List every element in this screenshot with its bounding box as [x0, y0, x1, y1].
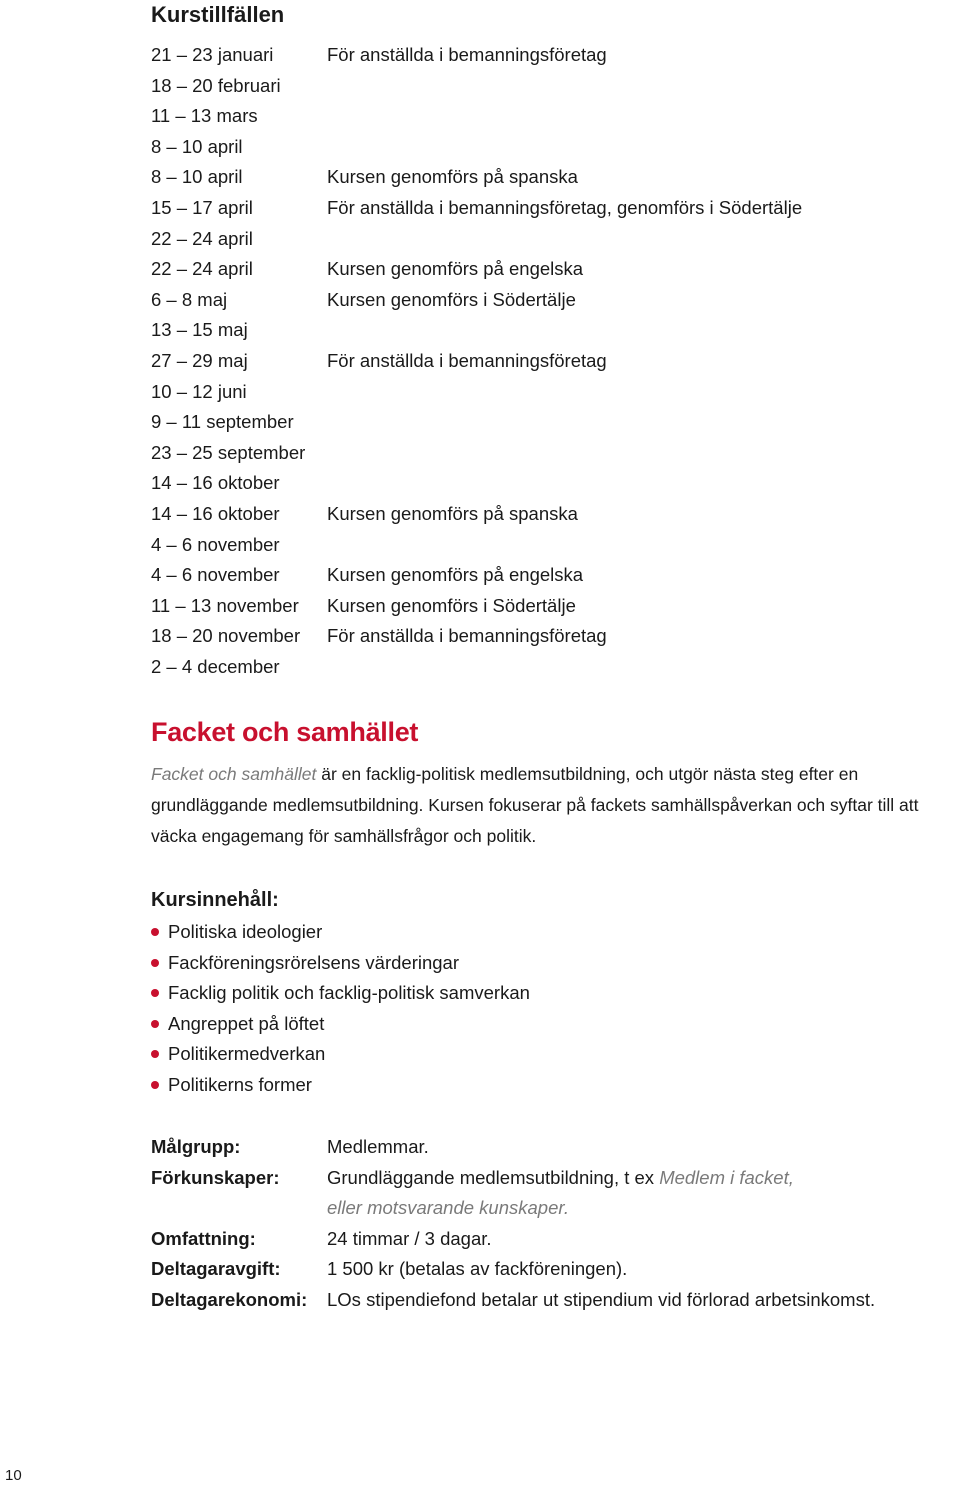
- fact-row-malgrupp: [151, 1132, 951, 1163]
- fact-label: Målgrupp:: [151, 1136, 241, 1157]
- schedule-date: 4 – 6 november: [151, 533, 280, 555]
- content-list-item-label: Politikermedverkan: [168, 1043, 326, 1065]
- schedule-row: [151, 193, 951, 224]
- bullet-dot-icon: [151, 989, 159, 997]
- schedule-note: Kursen genomförs i Södertälje: [327, 594, 576, 616]
- schedule-date: 13 – 15 maj: [151, 319, 248, 341]
- schedule-note: För anställda i bemanningsföretag: [327, 349, 607, 371]
- content-list-item: [151, 1039, 530, 1070]
- heading-kurstillfallen: Kurstillfällen: [151, 2, 285, 27]
- schedule-note: För anställda i bemanningsföretag: [327, 44, 607, 65]
- schedule-date: 22 – 24 april: [151, 258, 253, 280]
- intro-paragraph: [151, 759, 959, 852]
- fact-label: Omfattning:: [151, 1227, 256, 1249]
- facts-table: [151, 1132, 951, 1316]
- content-list-item: [151, 978, 530, 1009]
- content-list-item-label: Facklig politik och facklig-politisk samverkan: [168, 982, 530, 1004]
- fact-row-omfattning: [151, 1224, 951, 1255]
- schedule-date: 14 – 16 oktober: [151, 502, 280, 524]
- schedule-date: 6 – 8 maj: [151, 288, 228, 310]
- schedule-row: [151, 315, 951, 346]
- schedule-note: Kursen genomförs på spanska: [327, 502, 578, 524]
- content-list: [151, 917, 530, 1101]
- schedule-note: För anställda i bemanningsföretag, genomförs i Södertälje: [327, 196, 803, 218]
- schedule-row: [151, 224, 951, 255]
- schedule-list: [151, 40, 951, 682]
- intro-text: är en facklig-politisk medlemsutbildning, och utgör nästa steg efter en grundläggande medlemsutbildning. Kursen fokuserar på fackets samhällspåverkan och syftar till att väcka engagemang för samhällsfrågor och politik.: [151, 764, 919, 846]
- content-list-item: [151, 1009, 530, 1040]
- content-list-item: [151, 1070, 530, 1101]
- schedule-row: [151, 71, 951, 102]
- heading-kursinnehall: Kursinnehåll:: [151, 889, 279, 911]
- content-list-item-label: Politikerns former: [168, 1073, 312, 1095]
- schedule-date: 15 – 17 april: [151, 196, 253, 218]
- schedule-date: 11 – 13 november: [151, 594, 299, 616]
- schedule-row: [151, 101, 951, 132]
- schedule-row: [151, 530, 951, 561]
- schedule-date: 9 – 11 september: [151, 411, 294, 433]
- content-list-item-label: Angreppet på löftet: [168, 1012, 325, 1034]
- schedule-date: 23 – 25 september: [151, 441, 306, 463]
- schedule-row: [151, 407, 951, 438]
- fact-row-forkunskaper: [151, 1163, 951, 1224]
- schedule-note: Kursen genomförs i Södertälje: [327, 288, 576, 310]
- content-list-item: [151, 917, 530, 948]
- schedule-date: 14 – 16 oktober: [151, 472, 280, 494]
- schedule-date: 4 – 6 november: [151, 564, 280, 586]
- schedule-note: För anställda i bemanningsföretag: [327, 625, 607, 647]
- bullet-dot-icon: [151, 1020, 159, 1028]
- content-list-item-label: Fackföreningsrörelsens värderingar: [168, 951, 459, 973]
- schedule-date: 22 – 24 april: [151, 227, 253, 249]
- schedule-row: [151, 438, 951, 469]
- schedule-note: Kursen genomförs på engelska: [327, 564, 584, 586]
- heading-facket-och-samhallet: Facket och samhället: [151, 717, 419, 747]
- schedule-date: 27 – 29 maj: [151, 349, 248, 371]
- schedule-row: [151, 285, 951, 316]
- bullet-dot-icon: [151, 959, 159, 967]
- fact-value-line2: eller motsvarande kunskaper.: [327, 1197, 569, 1219]
- fact-value-course-name: Medlem i facket,: [659, 1166, 794, 1188]
- schedule-date: 2 – 4 december: [151, 655, 280, 677]
- bullet-dot-icon: [151, 1050, 159, 1058]
- schedule-row: [151, 591, 951, 622]
- fact-value: [327, 1163, 951, 1194]
- schedule-date: 21 – 23 januari: [151, 44, 274, 65]
- schedule-note: Kursen genomförs på spanska: [327, 166, 578, 188]
- schedule-date: 18 – 20 november: [151, 625, 301, 647]
- schedule-note: Kursen genomförs på engelska: [327, 258, 584, 280]
- schedule-row: [151, 560, 951, 591]
- schedule-date: 11 – 13 mars: [151, 105, 258, 127]
- fact-value-text: Grundläggande medlemsutbildning, t ex: [327, 1166, 660, 1188]
- fact-label: Förkunskaper:: [151, 1166, 280, 1188]
- schedule-row: [151, 652, 951, 683]
- fact-value: LOs stipendiefond betalar ut stipendium vid förlorad arbetsinkomst.: [327, 1288, 876, 1310]
- schedule-row: [151, 254, 951, 285]
- bullet-dot-icon: [151, 928, 159, 936]
- content-list-item-label: Politiska ideologier: [168, 921, 323, 942]
- schedule-date: 18 – 20 februari: [151, 74, 281, 96]
- bullet-dot-icon: [151, 1081, 159, 1089]
- fact-value: 1 500 kr (betalas av fackföreningen).: [327, 1258, 628, 1280]
- schedule-date: 10 – 12 juni: [151, 380, 247, 402]
- schedule-date: 8 – 10 april: [151, 166, 243, 188]
- fact-label: Deltagarekonomi:: [151, 1288, 308, 1310]
- schedule-row: [151, 346, 951, 377]
- content-list-item: [151, 948, 530, 979]
- schedule-row: [151, 162, 951, 193]
- schedule-row: [151, 621, 951, 652]
- fact-value: 24 timmar / 3 dagar.: [327, 1227, 492, 1249]
- schedule-row: [151, 468, 951, 499]
- page-number: 10: [5, 1467, 22, 1484]
- schedule-row: [151, 40, 951, 71]
- fact-label: Deltagaravgift:: [151, 1258, 281, 1280]
- fact-row-deltagaravgift: [151, 1254, 951, 1285]
- schedule-row: [151, 132, 951, 163]
- schedule-row: [151, 499, 951, 530]
- intro-course-name: Facket och samhället: [151, 764, 317, 784]
- fact-value: Medlemmar.: [327, 1136, 429, 1157]
- schedule-row: [151, 377, 951, 408]
- schedule-date: 8 – 10 april: [151, 135, 243, 157]
- fact-row-deltagarekonomi: [151, 1285, 951, 1316]
